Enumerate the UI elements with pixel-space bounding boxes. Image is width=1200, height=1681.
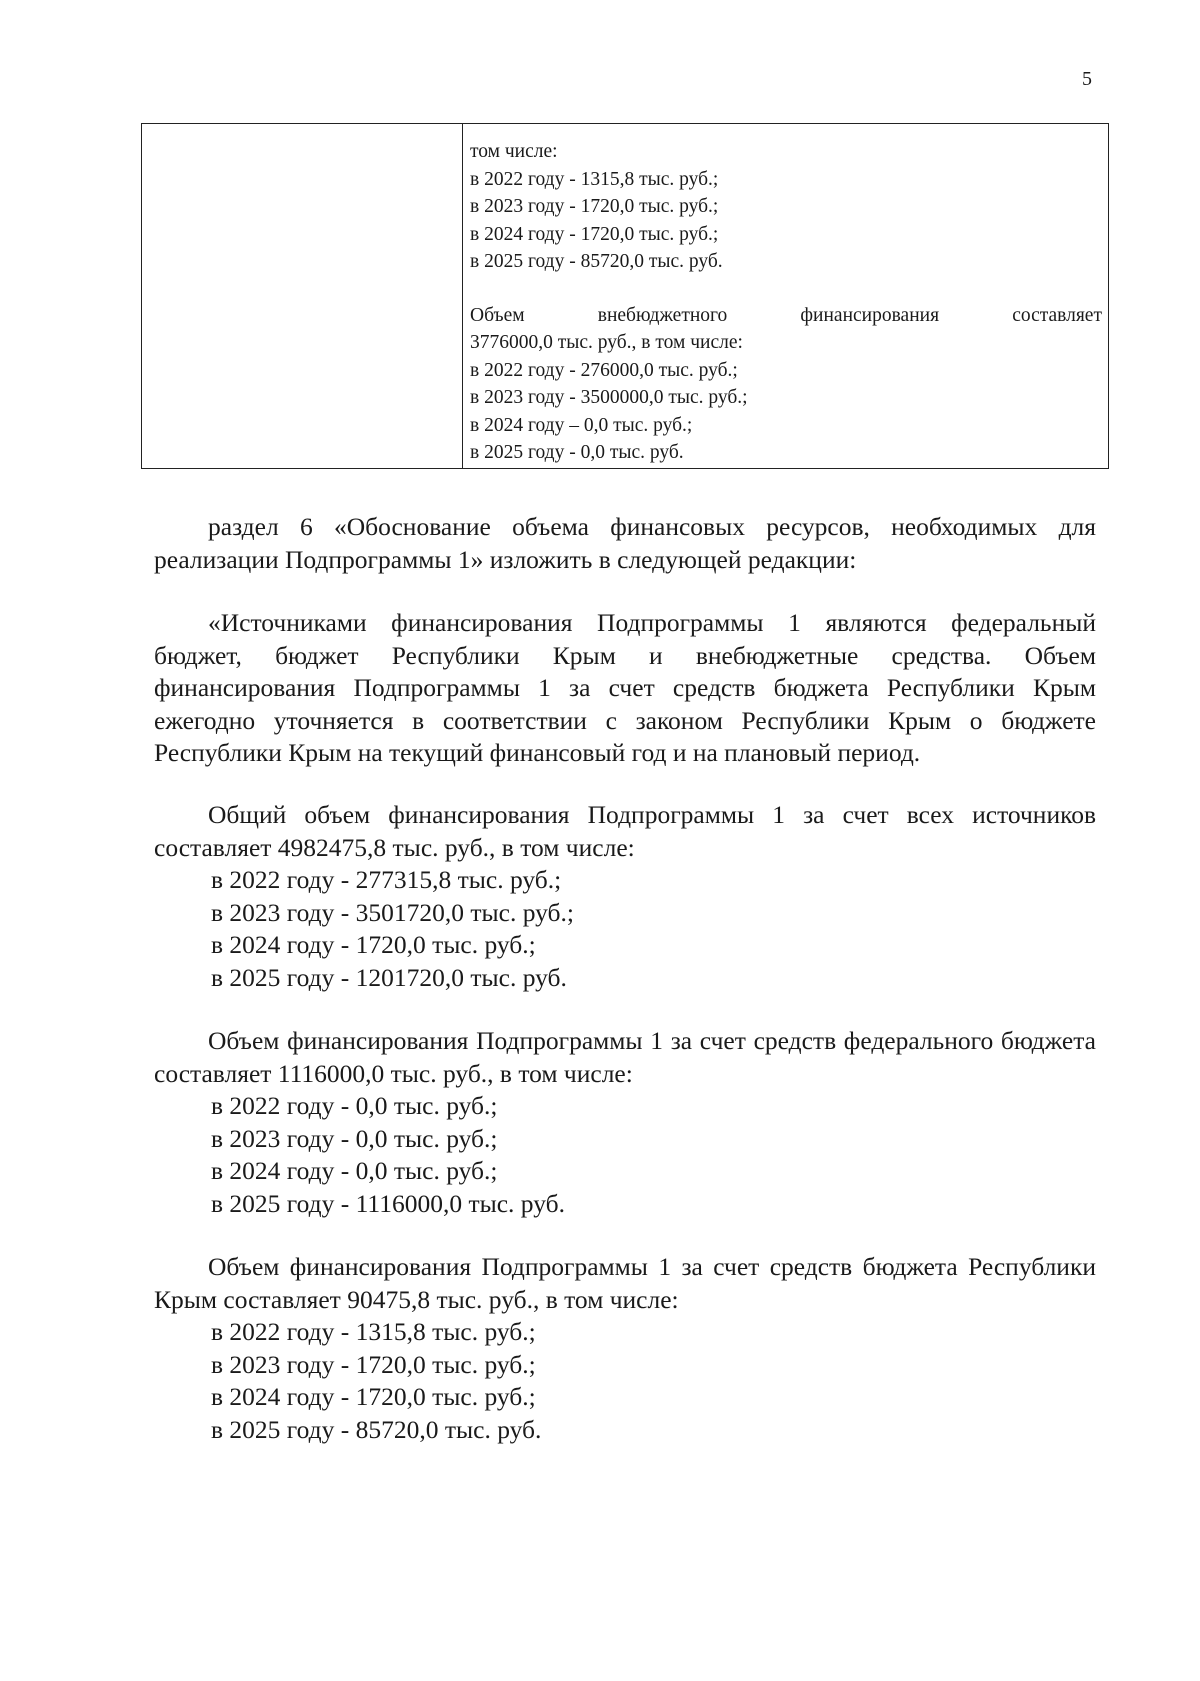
table-line: в 2024 году - 1720,0 тыс. руб.;	[470, 223, 719, 245]
year-line: в 2025 году - 1116000,0 тыс. руб.	[211, 1188, 565, 1218]
year-line: в 2025 году - 85720,0 тыс. руб.	[211, 1414, 542, 1444]
year-line: в 2022 году - 277315,8 тыс. руб.;	[211, 865, 562, 894]
sources-block	[154, 607, 1096, 770]
table-line: в 2023 году - 1720,0 тыс. руб.;	[470, 196, 719, 217]
crimea-heading: Объем финансирования Подпрограммы 1 за счет средств бюджета Республики Крым составляет 90475,8 тыс. руб., в том числе:	[154, 1252, 1096, 1314]
year-line: в 2025 году - 1201720,0 тыс. руб.	[211, 962, 567, 992]
year-line: в 2022 году - 1315,8 тыс. руб.;	[211, 1317, 536, 1346]
year-line: в 2022 году - 0,0 тыс. руб.;	[211, 1091, 498, 1120]
crimea-block	[154, 1251, 1096, 1446]
page-number: 5	[1082, 68, 1092, 90]
financing-table	[141, 123, 1109, 469]
table-right-cell	[463, 124, 1109, 469]
federal-block	[154, 1025, 1096, 1220]
sources-paragraph: «Источниками финансирования Подпрограммы 1 являются федеральный бюджет, бюджет Республики Крым и внебюджетные средства. Объем финансирования Подпрограммы 1 за счет средств бюджета Республики Крым ежегодно уточняется в соответствии с законом Республики Крым о бюджете Республики Крым на текущий финансовый год и на плановый период.	[154, 608, 1096, 767]
table-left-cell	[142, 124, 463, 469]
table-line: в 2025 году - 85720,0 тыс. руб.	[470, 251, 723, 272]
heading-word: составляет	[1012, 304, 1102, 326]
year-line: в 2023 году - 1720,0 тыс. руб.;	[211, 1349, 536, 1379]
total-block	[154, 799, 1096, 994]
table-line: в 2022 году - 1315,8 тыс. руб.;	[470, 168, 719, 190]
heading-word: внебюджетного	[597, 304, 728, 326]
heading-word: Объем	[470, 304, 525, 326]
year-line: в 2024 году - 1720,0 тыс. руб.;	[211, 1382, 536, 1411]
total-years	[154, 864, 1096, 994]
table-line: в 2023 году - 3500000,0 тыс. руб.;	[470, 387, 748, 408]
section-intro-block	[154, 511, 1096, 576]
section-intro: раздел 6 «Обоснование объема финансовых ресурсов, необходимых для реализации Подпрограммы 1» изложить в следующей редакции:	[154, 512, 1096, 574]
total-heading: Общий объем финансирования Подпрограммы 1 за счет всех источников составляет 4982475,8 тыс. руб., в том числе:	[154, 800, 1096, 862]
year-line: в 2023 году - 0,0 тыс. руб.;	[211, 1123, 498, 1153]
extra-budget-heading	[470, 302, 1102, 330]
table-line: 3776000,0 тыс. руб., в том числе:	[470, 332, 743, 353]
table-line: в 2022 году - 276000,0 тыс. руб.;	[470, 359, 738, 381]
table-line: том числе:	[470, 141, 558, 162]
year-line: в 2023 году - 3501720,0 тыс. руб.;	[211, 897, 574, 927]
year-line: в 2024 году - 1720,0 тыс. руб.;	[211, 930, 536, 959]
year-line: в 2024 году - 0,0 тыс. руб.;	[211, 1156, 498, 1185]
table-line: в 2025 году - 0,0 тыс. руб.	[470, 442, 684, 463]
table-line: в 2024 году – 0,0 тыс. руб.;	[470, 414, 693, 436]
federal-years	[154, 1090, 1096, 1220]
federal-heading: Объем финансирования Подпрограммы 1 за счет средств федерального бюджета составляет 1116000,0 тыс. руб., в том числе:	[154, 1026, 1096, 1088]
heading-word: финансирования	[800, 304, 940, 326]
crimea-years	[154, 1316, 1096, 1446]
